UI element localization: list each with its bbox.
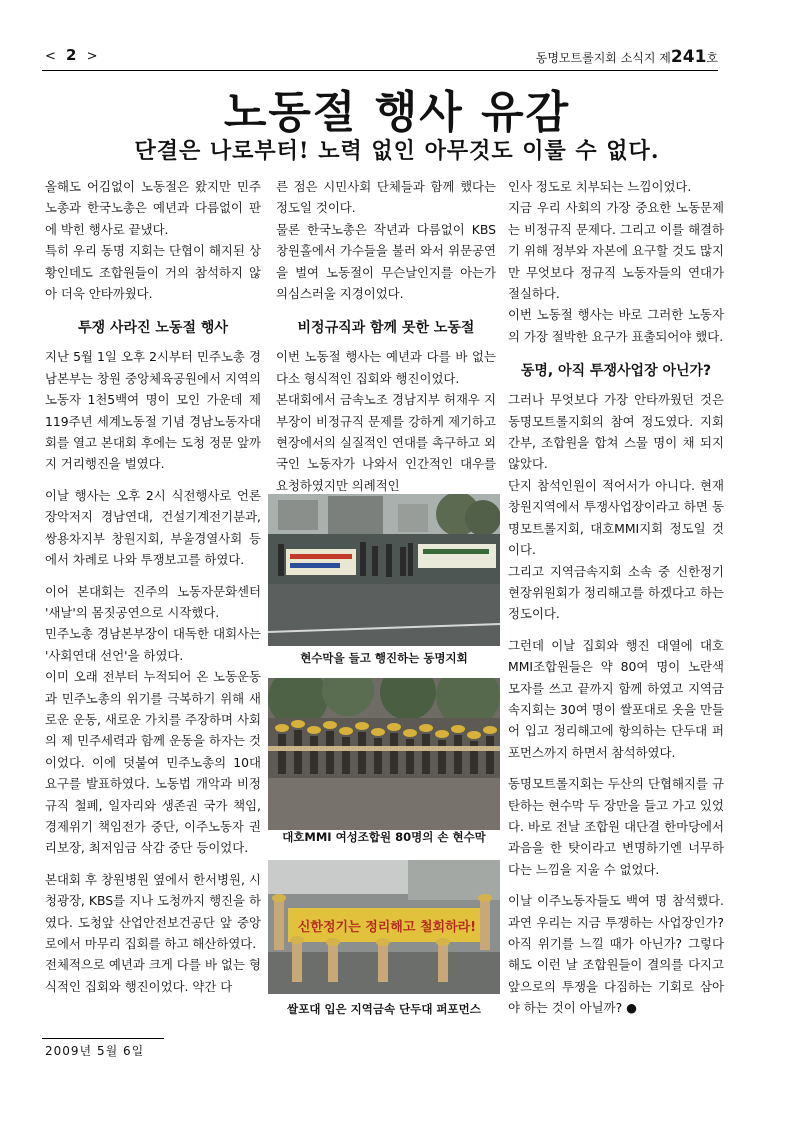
paragraph: 올해도 어김없이 노동절은 왔지만 민주노총과 한국노총은 예년과 다름없이 판에 박힌 행사로 끝냈다.	[45, 179, 261, 237]
section-title: 투쟁 사라진 노동절 행사	[78, 320, 228, 337]
column-3	[508, 176, 724, 1019]
paragraph: 그러나 무엇보다 가장 안타까웠던 것은 동명모트롤지회의 참여 정도였다. 지회 간부, 조합원을 합쳐 스물 명이 채 되지 않았다.	[508, 392, 724, 472]
paragraph: 이번 노동절 행사는 바로 그러한 노동자의 가장 절박한 요구가 표출되어야 했다.	[508, 307, 724, 344]
paragraph: 전체적으로 예년과 크게 다를 바 없는 형식적인 집회와 행진이었다. 약간 다	[45, 957, 261, 994]
paragraph: 른 점은 시민사회 단체들과 함께 했다는 정도일 것이다.	[276, 179, 496, 216]
paragraph: 동명모트롤지회는 두산의 단협해지를 규탄하는 현수막 두 장만을 들고 가고 있었다. 바로 전날 조합원 대단결 한마당에서 과음을 한 탓이라고 변명하기엔 너무하다는 느낌을 지울 수 없었다.	[508, 776, 724, 877]
paragraph: 그런데 이날 집회와 행진 대열에 대호MMI조합원들은 약 80여 명이 노란색 모자를 쓰고 끝까지 함께 하였고 지역금속지회는 30여 명이 쌀포대로 옷을 만들어 입고 정리해고에 항의하는 단두대 퍼포먼스까지 하면서 참석하였다.	[508, 637, 724, 760]
photo-caption: 대호MMI 여성조합원 80명의 손 현수막	[282, 830, 486, 844]
subtitle: 단결은 나로부터! 노력 없인 아무것도 이룰 수 없다.	[134, 138, 660, 164]
photo-women-march	[268, 678, 500, 830]
paragraph: 이어 본대회는 진주의 노동자문화센터 '새날'의 몸짓공연으로 시작했다.	[45, 583, 261, 620]
paragraph: 민주노총 경남본부장이 대독한 대회사는 '사회연대 선언'을 하였다.	[45, 626, 261, 663]
paragraph: 이날 이주노동자들도 백여 명 참석했다. 과연 우리는 지금 투쟁하는 사업장인가? 아직 위기를 느낄 때가 아닌가? 그렇다해도 이런 날 조합원들이 결의를 다지고 앞으로의 투쟁을 다짐하는 기회로 삼아야 하는 것이 아닐까? ●	[508, 893, 724, 1016]
banner-text: 신한정기는 정리해고 철회하라!	[297, 920, 477, 935]
headline: 노동절 행사 유감	[223, 87, 571, 138]
newsletter-issue: 동명모트롤지회 소식지 제241호	[535, 47, 718, 67]
footer-rule	[42, 1038, 164, 1039]
section-title: 동명, 아직 투쟁사업장 아닌가?	[520, 363, 712, 380]
paragraph: 이미 오래 전부터 누적되어 온 노동운동과 민주노총의 위기를 극복하기 위해 새로운 운동, 새로운 가치를 주장하며 사회의 제 민주세력과 함께 운동을 하자는 것이었다. 이에 덧붙여 민주노총의 10대 요구를 발표하였다. 노동법 개악과 비정규직 철폐, 일자리와 생존권 국가 책임, 경제위기 책임전가 중단, 이주노동자 권리보장, 최저임금 삭감 중단 등이었다.	[45, 669, 261, 856]
photo-caption: 현수막을 들고 행진하는 동명지회	[300, 651, 468, 665]
header-rule	[42, 70, 718, 71]
paragraph: 본대회에서 금속노조 경남지부 허재우 지부장이 비정규직 문제를 강하게 제기하고 현장에서의 실질적인 연대를 촉구하고 외국인 노동자가 나와서 인간적인 대우를 요청하였지만 의례적인	[276, 392, 496, 493]
paragraph: 인사 정도로 치부되는 느낌이었다.	[508, 179, 692, 194]
paragraph: 물론 한국노총은 작년과 다름없이 KBS 창원홀에서 가수들을 불러 와서 위문공연을 벌여 노동절이 무슨날인지를 아는가 의심스러울 지경이었다.	[276, 221, 496, 302]
publication-date: 2009년 5월 6일	[45, 1044, 145, 1058]
paragraph: 그리고 지역금속지회 소속 중 신한정기 현장위원회가 정리해고를 하겠다고 하는 정도이다.	[508, 563, 724, 622]
photo-caption: 쌀포대 입은 지역금속 단두대 퍼포먼스	[287, 1002, 481, 1016]
paragraph: 지난 5월 1일 오후 2시부터 민주노총 경남본부는 창원 중앙체육공원에서 지역의 노동자 1천5백여 명이 모인 가운데 제119주년 세계노동절 기념 경남노동자대회를 열고 본대회 후에는 도청 정문 앞까지 거리행진을 벌였다.	[45, 349, 261, 472]
paragraph: 단지 참석인원이 적어서가 아니다. 현재 창원지역에서 투쟁사업장이라고 하면 동명모트롤지회, 대호MMI지회 정도일 것이다.	[508, 477, 724, 558]
paragraph: 본대회 후 창원병원 옆에서 한서병원, 시청광장, KBS를 지나 도청까지 행진을 하였다. 도청앞 산업안전보건공단 앞 중앙로에서 마무리 집회를 하고 해산하였다.	[45, 871, 261, 951]
paragraph: 지금 우리 사회의 가장 중요한 노동문제는 비정규직 문제다. 그리고 이를 해결하기 위해 정부와 자본에 요구할 것도 많지만 무엇보다 정규직 노동자들의 연대가 절실하다.	[508, 200, 724, 302]
paragraph: 이날 행사는 오후 2시 식전행사로 언론장악저지 경남연대, 건설기계전기분과, 쌍용차지부 창원지회, 부울경열사회 등에서 차례로 나와 투쟁보고를 하였다.	[45, 487, 261, 568]
paragraph: 특히 우리 동명 지회는 단협이 해지된 상황인데도 조합원들이 거의 참석하지 않아 더욱 안타까웠다.	[45, 243, 261, 302]
column-2	[276, 176, 496, 496]
page-number: < 2 >	[45, 46, 101, 64]
column-1	[45, 176, 261, 997]
paragraph: 이번 노동절 행사는 예년과 다를 바 없는 다소 형식적인 집회와 행진이었다.	[276, 349, 496, 386]
photo-performance	[268, 860, 500, 994]
section-title: 비정규직과 함께 못한 노동절	[297, 320, 475, 337]
photo-banner-march	[268, 494, 500, 646]
